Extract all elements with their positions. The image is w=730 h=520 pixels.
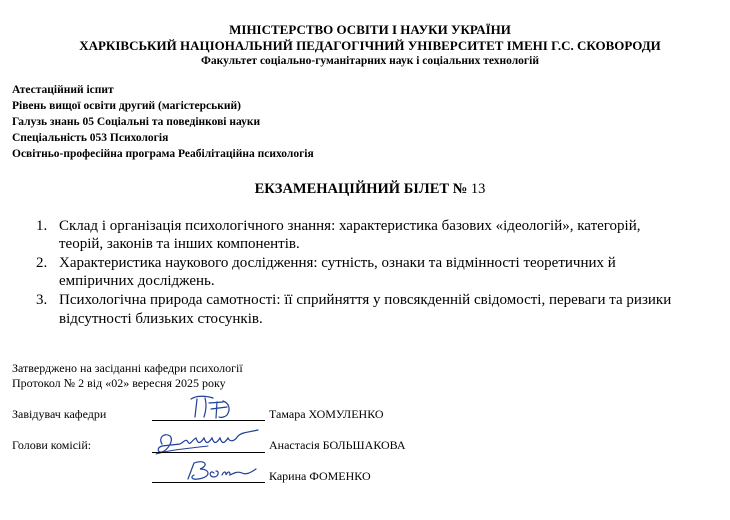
commission-signature-line-2 [152,482,265,483]
approval-line: Затверджено на засіданні кафедри психології [12,361,243,375]
commission-label: Голови комісій: [12,438,92,452]
question-text: Характеристика наукового дослідження: сутність, ознаки та відмінності теоретичних й [59,255,616,271]
commission-name-2: Карина ФОМЕНКО [269,469,371,483]
head-name: Тамара ХОМУЛЕНКО [269,407,384,421]
education-level: Рівень вищої освіти другий (магістерський) [12,100,241,112]
ticket-number: 13 [470,181,486,197]
educational-program: Освітньо-професійна програма Реабілітаційна психологія [12,148,314,160]
specialty: Спеціальність 053 Психологія [12,132,169,144]
question-number: 2. [36,255,48,271]
commission-name-1: Анастасія БОЛЬШАКОВА [269,438,406,452]
question-text: емпіричних досліджень. [59,273,215,289]
head-signature-line [152,420,265,421]
commission-signature-line-1 [152,452,265,453]
exam-type: Атестаційний іспит [12,84,114,96]
head-label: Завідувач кафедри [12,407,107,421]
question-number: 1. [36,218,48,234]
question-text: Склад і організація психологічного знання: характеристика базових «ідеологій», категорій, [59,218,641,234]
question-text: відсутності близьких стосунків. [59,311,263,327]
ticket-title [0,181,730,198]
knowledge-field: Галузь знань 05 Соціальні та поведінкові науки [12,116,261,128]
commission-signature-image-2 [180,455,265,485]
question-text: теорій, законів та інших компонентів. [59,236,300,252]
ministry-title: МІНІСТЕРСТВО ОСВІТИ І НАУКИ УКРАЇНИ [229,22,511,37]
question-text: Психологічна природа самотності: її сприйняття у повсякденній свідомості, переваги та ризики [59,292,672,308]
ticket-title-label: ЕКЗАМЕНАЦІЙНИЙ БІЛЕТ № [254,181,468,197]
faculty-title: Факультет соціально-гуманітарних наук і соціальних технологій [201,55,539,67]
head-signature-image [183,393,243,423]
question-number: 3. [36,292,48,308]
protocol-line: Протокол № 2 від «02» вересня 2025 року [12,376,226,390]
university-title: ХАРКІВСЬКИЙ НАЦІОНАЛЬНИЙ ПЕДАГОГІЧНИЙ УНІВЕРСИТЕТ ІМЕНІ Г.С. СКОВОРОДИ [79,38,661,53]
